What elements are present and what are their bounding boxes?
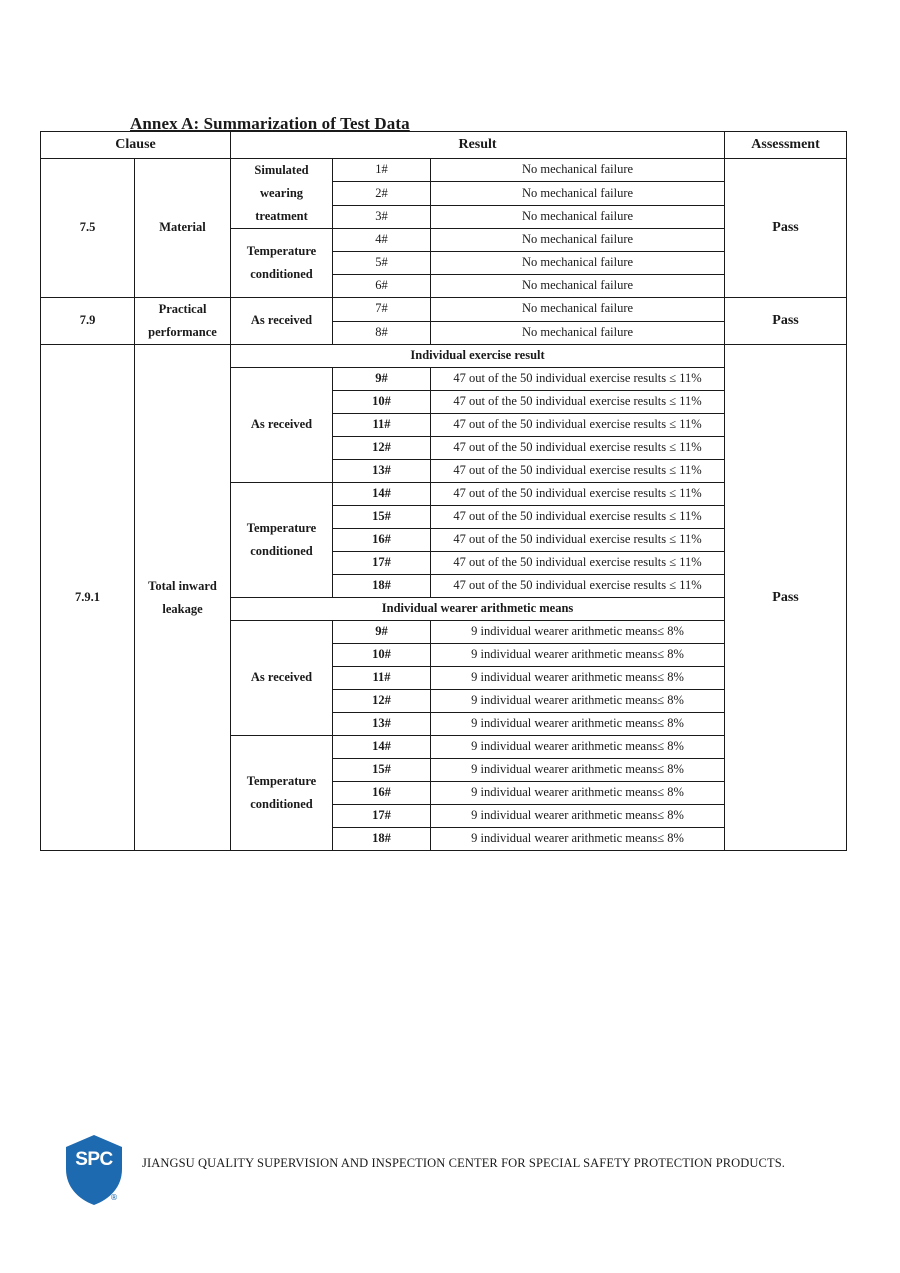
group-label: Temperature conditioned: [231, 229, 333, 298]
sample-id: 9#: [333, 368, 431, 391]
clause-item: Total inward leakage: [135, 345, 231, 851]
group-label: As received: [231, 368, 333, 483]
sample-id: 11#: [333, 414, 431, 437]
result-cell: 9 individual wearer arithmetic means≤ 8%: [431, 690, 725, 713]
sample-id: 10#: [333, 391, 431, 414]
result-cell: No mechanical failure: [431, 252, 725, 275]
sample-id: 18#: [333, 575, 431, 598]
result-cell: No mechanical failure: [431, 205, 725, 228]
header-result: Result: [231, 132, 725, 159]
result-cell: 47 out of the 50 individual exercise results ≤ 11%: [431, 414, 725, 437]
result-cell: 9 individual wearer arithmetic means≤ 8%: [431, 621, 725, 644]
sample-id: 3#: [333, 205, 431, 228]
result-cell: 9 individual wearer arithmetic means≤ 8%: [431, 736, 725, 759]
result-cell: 9 individual wearer arithmetic means≤ 8%: [431, 759, 725, 782]
result-cell: 47 out of the 50 individual exercise results ≤ 11%: [431, 506, 725, 529]
table-row: [41, 298, 847, 322]
sample-id: 16#: [333, 782, 431, 805]
result-cell: No mechanical failure: [431, 298, 725, 322]
annex-title: Annex A: Summarization of Test Data: [130, 114, 410, 133]
sample-id: 18#: [333, 828, 431, 851]
sample-id: 2#: [333, 182, 431, 205]
sample-id: 8#: [333, 321, 431, 345]
group-label: Temperature conditioned: [231, 483, 333, 598]
sample-id: 17#: [333, 552, 431, 575]
sample-id: 6#: [333, 275, 431, 298]
sample-id: 16#: [333, 529, 431, 552]
result-cell: 47 out of the 50 individual exercise results ≤ 11%: [431, 575, 725, 598]
sample-id: 9#: [333, 621, 431, 644]
clause-number: 7.9: [41, 298, 135, 345]
registered-mark: ®: [110, 1193, 118, 1202]
result-cell: 9 individual wearer arithmetic means≤ 8%: [431, 782, 725, 805]
sample-id: 14#: [333, 736, 431, 759]
result-cell: No mechanical failure: [431, 275, 725, 298]
sample-id: 15#: [333, 759, 431, 782]
result-cell: No mechanical failure: [431, 159, 725, 182]
table-row: [41, 159, 847, 182]
group-label: As received: [231, 298, 333, 345]
result-cell: 47 out of the 50 individual exercise results ≤ 11%: [431, 460, 725, 483]
result-cell: 9 individual wearer arithmetic means≤ 8%: [431, 805, 725, 828]
sample-id: 13#: [333, 460, 431, 483]
clause-item: Practical performance: [135, 298, 231, 345]
clause-number: 7.5: [41, 159, 135, 298]
sample-id: 12#: [333, 690, 431, 713]
subsection-header: Individual exercise result: [231, 345, 725, 368]
sample-id: 10#: [333, 644, 431, 667]
header-clause: Clause: [41, 132, 231, 159]
clause-number: 7.9.1: [41, 345, 135, 851]
result-cell: 9 individual wearer arithmetic means≤ 8%: [431, 667, 725, 690]
assessment-cell: Pass: [725, 159, 847, 298]
result-cell: 47 out of the 50 individual exercise results ≤ 11%: [431, 483, 725, 506]
sample-id: 12#: [333, 437, 431, 460]
result-cell: 47 out of the 50 individual exercise results ≤ 11%: [431, 437, 725, 460]
sample-id: 13#: [333, 713, 431, 736]
sample-id: 4#: [333, 229, 431, 252]
sample-id: 17#: [333, 805, 431, 828]
header-assessment: Assessment: [725, 132, 847, 159]
assessment-cell: Pass: [725, 298, 847, 345]
sample-id: 5#: [333, 252, 431, 275]
spc-logo: [66, 1135, 126, 1209]
logo-text: SPC: [75, 1149, 113, 1170]
footer: [0, 1140, 900, 1210]
clause-item: Material: [135, 159, 231, 298]
sample-id: 15#: [333, 506, 431, 529]
result-cell: 47 out of the 50 individual exercise results ≤ 11%: [431, 368, 725, 391]
group-label: Temperature conditioned: [231, 736, 333, 851]
sample-id: 11#: [333, 667, 431, 690]
assessment-cell: Pass: [725, 345, 847, 851]
result-cell: 47 out of the 50 individual exercise results ≤ 11%: [431, 529, 725, 552]
result-cell: 9 individual wearer arithmetic means≤ 8%: [431, 644, 725, 667]
header-row: [41, 132, 847, 159]
result-cell: 47 out of the 50 individual exercise results ≤ 11%: [431, 391, 725, 414]
result-cell: No mechanical failure: [431, 321, 725, 345]
sample-id: 1#: [333, 159, 431, 182]
sample-id: 14#: [333, 483, 431, 506]
result-cell: 9 individual wearer arithmetic means≤ 8%: [431, 828, 725, 851]
table-row: [41, 345, 847, 368]
result-cell: No mechanical failure: [431, 229, 725, 252]
sample-id: 7#: [333, 298, 431, 322]
test-data-table: [40, 131, 847, 851]
result-cell: 9 individual wearer arithmetic means≤ 8%: [431, 713, 725, 736]
group-label: Simulated wearing treatment: [231, 159, 333, 229]
subsection-header: Individual wearer arithmetic means: [231, 598, 725, 621]
group-label: As received: [231, 621, 333, 736]
result-cell: No mechanical failure: [431, 182, 725, 205]
result-cell: 47 out of the 50 individual exercise results ≤ 11%: [431, 552, 725, 575]
organization-name: JIANGSU QUALITY SUPERVISION AND INSPECTION CENTER FOR SPECIAL SAFETY PROTECTION PRODUCTS.: [142, 1156, 786, 1170]
